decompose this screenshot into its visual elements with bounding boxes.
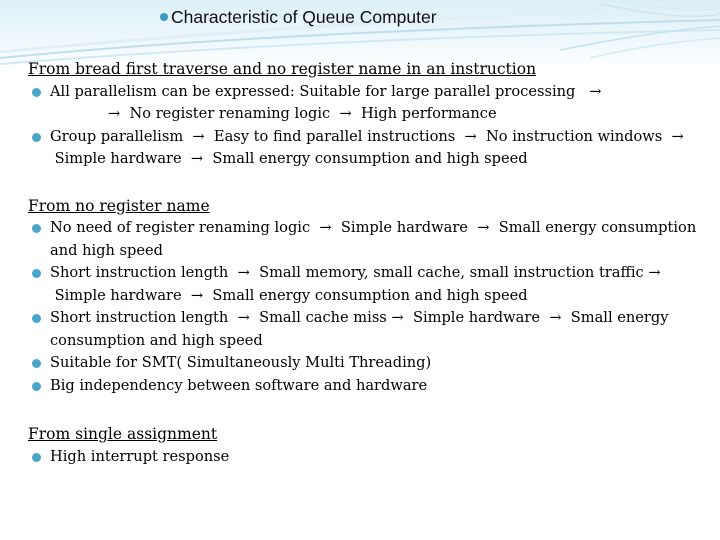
list-item-text: Group parallelism → Easy to find parallel instructions → No instruction windows → Simple hardware → Small energy consumption and high speed xyxy=(50,127,684,167)
bullet-icon xyxy=(32,382,41,391)
list-item xyxy=(28,446,708,469)
slide-title xyxy=(160,7,437,28)
bullet-icon xyxy=(32,359,41,368)
bullet-list xyxy=(28,217,708,397)
list-item xyxy=(28,262,708,307)
list-item-text: Big independency between software and hardware xyxy=(50,376,428,394)
spacer xyxy=(28,397,708,423)
list-item xyxy=(28,375,708,398)
list-item-text: Short instruction length → Small cache miss → Simple hardware → Small energy consumption and high speed xyxy=(50,309,669,349)
list-item-text: Short instruction length → Small memory, small cache, small instruction traffic → Simple hardware → Small energy consumption and high speed xyxy=(50,264,661,304)
list-item-text: No need of register renaming logic → Simple hardware → Small energy consumption and high speed xyxy=(50,219,697,259)
list-item-text: High interrupt response xyxy=(50,447,230,465)
list-item xyxy=(28,307,708,352)
bullet-icon xyxy=(32,453,41,462)
list-item xyxy=(28,126,708,171)
slide-content xyxy=(28,58,708,468)
slide-title-text: Characteristic of Queue Computer xyxy=(171,7,437,27)
section-heading: From single assignment xyxy=(28,425,218,443)
section-heading: From no register name xyxy=(28,196,210,215)
bullet-icon xyxy=(32,133,41,142)
list-item-text: Suitable for SMT( Simultaneously Multi Threading) xyxy=(50,354,432,371)
bullet-list xyxy=(28,81,708,171)
list-item-line: All parallelism can be expressed: Suitable for large parallel processing → xyxy=(50,82,602,100)
section-heading: From bread first traverse and no register name in an instruction xyxy=(28,60,537,78)
bullet-icon xyxy=(32,314,41,323)
title-bullet-icon xyxy=(160,13,168,21)
list-item-line: → No register renaming logic → High performance xyxy=(108,105,497,122)
bullet-list xyxy=(28,446,708,469)
list-item xyxy=(28,81,708,126)
bullet-icon xyxy=(32,88,41,97)
spacer xyxy=(28,171,708,195)
bullet-icon xyxy=(32,269,41,278)
list-item xyxy=(28,217,708,262)
bullet-icon xyxy=(32,224,41,233)
list-item xyxy=(28,352,708,375)
